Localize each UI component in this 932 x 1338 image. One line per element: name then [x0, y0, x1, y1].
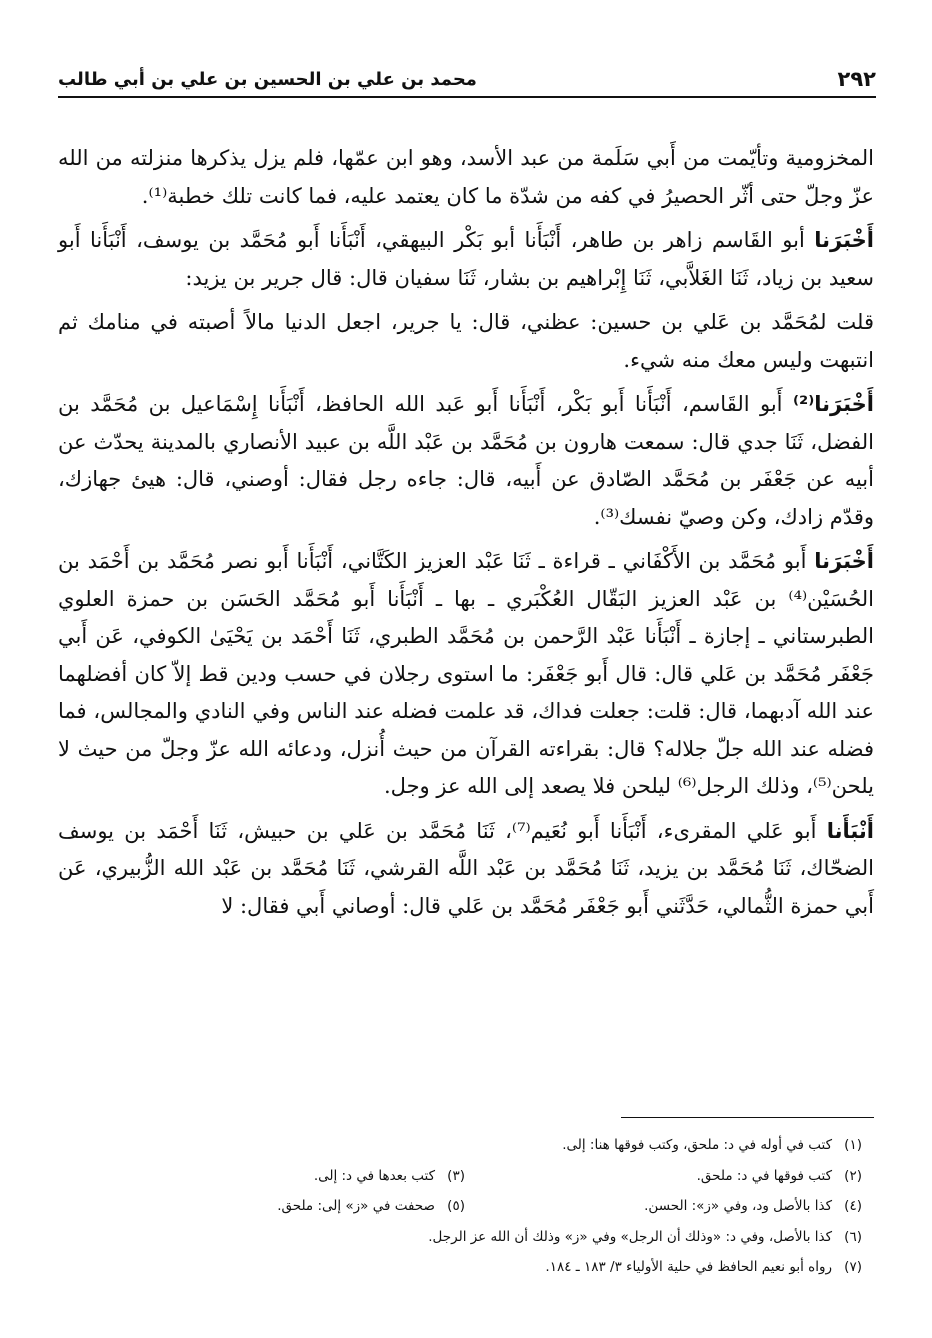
footnote-number: (٤) [844, 1198, 862, 1214]
footnote [80, 1130, 862, 1161]
paragraph-text: المخزومية وتأيّمت من أَبي سَلَمة من عبد الأسد، وهو ابن عمّها، فلم يزل يذكرها منزلته من الله عزّ وجلّ حتى أثّر الحصيرُ في كفه من شدّة ما كان يعتمد عليه، فما كانت تلك خطبة⁽¹⁾. [58, 146, 874, 208]
footnote-text: كتب بعدها في د: إلى. [313, 1167, 435, 1184]
paragraph-text: قلت لمُحَمَّد بن عَلي بن حسين: عظني، قال: يا جرير، اجعل الدنيا مالاً أصبته في منامك ثم انتبهت وليس معك منه شيء. [58, 310, 874, 372]
main-text [58, 140, 874, 932]
footnote-text: كذا بالأصل ود، وفي «ز»: الحسن. [644, 1198, 832, 1214]
footnote [477, 1161, 862, 1192]
paragraph-text: أَبو مُحَمَّد بن الأَكْفَاني ـ قراءة ـ ثَنَا عَبْد العزيز الكَتَّاني، أَنْبَأَنا أَبو نصر مُحَمَّد بن أَحْمَد بن الحُسَيْن⁽⁴⁾ بن عَبْد العزيز البَقّال العُكْبَري ـ بها ـ أَنْبَأَنا أَبو مُحَمَّد الحَسَن بن حمزة العلوي الطبرستاني ـ إجازة ـ أَنْبَأَنا عَبْد الرَّحمن بن مُحَمَّد الطبري، ثَنَا أَحْمَد بن يَحْيَىٰ الكوفي، عَن أَبي جَعْفَر مُحَمَّد بن عَلي قال: قال أَبو جَعْفَر: ما استوى رجلان في حسب ودين قط إلاّ كان أفضلهما عند الله آدبهما، قال: قلت: جعلت فداك، قد علمت فضله عند الناس وفي النادي والمجالس، فما فضله عند الله جلّ جلاله؟ قال: بقراءته القرآن من حيث أُنزل، ودعائه الله عزّ وجلّ من حيث لا يلحن⁽⁵⁾، وذلك الرجل⁽⁶⁾ ليلحن فلا يصعد إلى الله عز وجل. [58, 549, 874, 798]
footnote [80, 1222, 862, 1253]
footnote-separator [621, 1117, 874, 1118]
paragraph-text: أَبو القَاسم، أَنْبَأَنا أَبو بَكْر، أَنْبَأَنا أَبو عَبد الله الحافظ، أَنْبَأَنا إِسْمَاعيل بن مُحَمَّد بن الفضل، ثَنَا جدي قال: سمعت هارون بن مُحَمَّد بن عَبْد اللَّه بن عبيد الأنصاري بالمدينة يحدّث عن أبيه عن جَعْفَر بن مُحَمَّد الصّادق عن أَبيه، قال: جاءه رجل فقال: أوصني، قال: هيئ جهازك، وقدّم زادك، وكن وصيّ نفسك⁽³⁾. [58, 392, 874, 529]
footnote [80, 1252, 862, 1283]
paragraph [58, 140, 874, 215]
page-header [58, 62, 876, 98]
paragraph [58, 222, 874, 297]
footnote-text: كتب فوقها في د: ملحق. [696, 1167, 832, 1184]
footnote-number: (٢) [844, 1167, 862, 1184]
running-title: محمد بن علي بن الحسين بن علي بن أبي طالب [58, 68, 477, 90]
footnotes [80, 1130, 862, 1283]
paragraph [58, 386, 874, 536]
footnote [314, 1161, 465, 1192]
footnote-text: صحفت في «ز» إلى: ملحق. [277, 1198, 435, 1214]
paragraph [58, 813, 874, 926]
paragraph [58, 304, 874, 379]
footnote-text: رواه أبو نعيم الحافظ في حلية الأولياء ٣/ ١٨٣ ـ ١٨٤. [545, 1259, 832, 1275]
footnote-number: (٧) [844, 1259, 862, 1275]
footnote-number: (٥) [447, 1198, 465, 1214]
footnote [277, 1191, 465, 1222]
paragraph-text: أَبو عَلي المقرىء، أَنْبَأَنا أَبو نُعَيم⁽⁷⁾، ثَنَا مُحَمَّد بن عَلي بن حبيش، ثَنَا أَحْمَد بن يوسف الضحّاك، ثَنَا مُحَمَّد بن يزيد، ثَنَا مُحَمَّد بن عَبْد اللَّه القرشي، ثَنَا مُحَمَّد بن عَبْد الله الزُّبيري، عَن أَبي حمزة الثُّمالي، حَدَّثَني أَبو جَعْفَر مُحَمَّد بن عَلي قال: أوصاني أَبي فقال: لا [58, 818, 874, 918]
footnote-number: (٣) [447, 1167, 465, 1184]
footnote-number: (١) [844, 1137, 862, 1153]
paragraph-lead: أَخْبَرَنا⁽²⁾ [792, 392, 874, 416]
paragraph-lead: أَخْبَرَنا [814, 228, 874, 252]
paragraph-text: أبو القَاسم زاهر بن طاهر، أَنْبَأَنا أبو بَكْر البيهقي، أَنْبَأَنا أَبو مُحَمَّد بن يوسف، أَنْبَأَنا أَبو سعيد بن زياد، ثَنَا الغَلاَّبي، ثَنَا إِبْراهيم بن بشار، ثَنَا سفيان قال: قال جرير بن يزيد: [58, 228, 874, 290]
footnote-text: كتب في أوله في د: ملحق، وكتب فوقها هنا: إلى. [562, 1137, 832, 1153]
footnote-number: (٦) [844, 1228, 862, 1245]
footnote-row [80, 1191, 862, 1222]
footnote [477, 1191, 862, 1222]
footnote-text: كذا بالأصل، وفي د: «وذلك أن الرجل» وفي «ز» وذلك أن الله عز الرجل. [428, 1228, 832, 1245]
page-number: ٢٩٢ [837, 67, 876, 91]
paragraph [58, 543, 874, 806]
footnote-row [80, 1161, 862, 1192]
paragraph-lead: أَخْبَرَنا [814, 549, 874, 573]
paragraph-lead: أَنْبَأَنا [826, 818, 874, 843]
